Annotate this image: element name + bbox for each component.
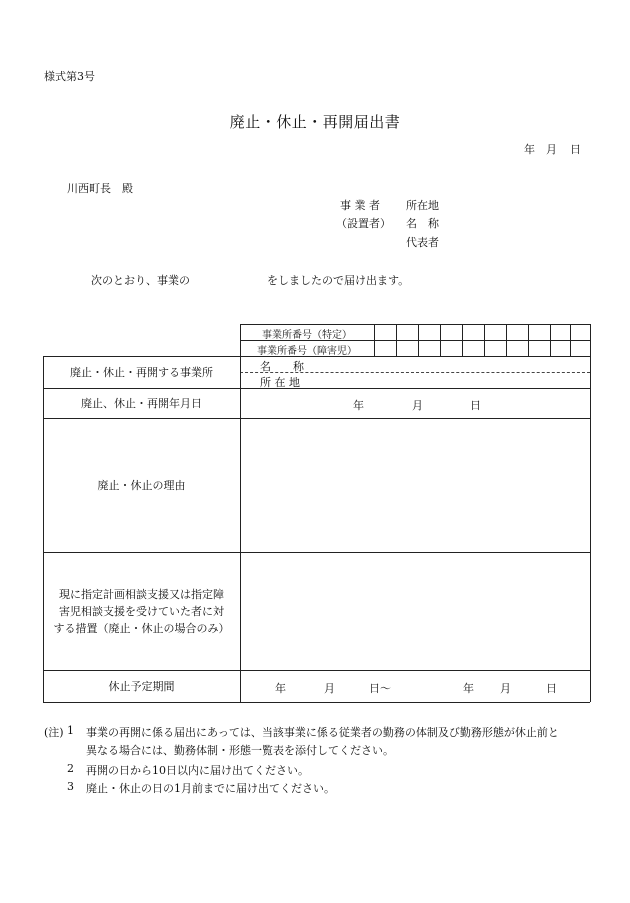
row-office-label: 廃止・休止・再開する事業所: [70, 366, 213, 379]
note-number: 1: [67, 724, 74, 737]
grid-line: [550, 324, 551, 356]
office-number-specified-label: 事業所番号（特定）: [262, 330, 352, 341]
addressee: 川西町長 殿: [67, 182, 133, 195]
note-number: 2: [67, 762, 74, 775]
date-month: 月: [546, 143, 557, 156]
note-number: 3: [67, 780, 74, 793]
grid-line: [506, 324, 507, 356]
grid-line: [570, 324, 571, 356]
applicant-name-label: 名 称: [406, 217, 439, 230]
row-measures-line: 現に指定計画相談支援又は指定障: [59, 587, 224, 601]
grid-line: [590, 324, 591, 356]
row-date-label: 廃止、休止・再開年月日: [81, 397, 202, 410]
row-reason-label: 廃止・休止の理由: [97, 479, 186, 492]
intro-prefix: 次のとおり、事業の: [91, 274, 190, 287]
date-year: 年: [524, 143, 535, 156]
form-label: 様式第3号: [44, 70, 95, 83]
operator-label: 事 業 者: [340, 199, 380, 212]
grid-line: [240, 356, 241, 702]
row-date-day: 日: [470, 399, 481, 412]
row-date-year: 年: [353, 399, 364, 412]
row-measures-cell: [43, 552, 240, 670]
period-day-end: 日: [546, 682, 557, 695]
applicant-representative-label: 代表者: [406, 236, 439, 249]
office-number-disabled-child-label: 事業所番号（障害児）: [257, 346, 357, 357]
office-address-label: 所 在 地: [260, 376, 300, 389]
period-year-start: 年: [275, 682, 286, 695]
operator-paren-label: （設置者）: [336, 217, 391, 230]
row-date-month: 月: [412, 399, 423, 412]
grid-line: [528, 324, 529, 356]
note-line: 異なる場合には、勤務体制・形態一覧表を添付してください。: [86, 744, 394, 757]
period-month-start: 月: [324, 682, 335, 695]
office-name-label: 名 称: [260, 360, 304, 373]
note-line: 事業の再開に係る届出にあっては、当該事業に係る従業者の勤務の体制及び勤務形態が休止前と: [86, 726, 559, 739]
notes-prefix: (注): [44, 726, 64, 739]
row-measures-line: する措置（廃止・休止の場合のみ）: [53, 621, 230, 635]
grid-line: [396, 324, 397, 356]
period-year-end: 年: [463, 682, 474, 695]
date-day: 日: [570, 143, 581, 156]
applicant-address-label: 所在地: [406, 199, 439, 212]
grid-line: [590, 356, 591, 702]
intro-suffix: をしましたので届け出ます。: [267, 274, 410, 287]
grid-line: [418, 324, 419, 356]
grid-line: [43, 702, 590, 703]
page-title: 廃止・休止・再開届出書: [229, 113, 401, 131]
grid-line: [462, 324, 463, 356]
row-period-label: 休止予定期間: [108, 680, 175, 693]
note-line: 廃止・休止の日の1月前までに届け出てください。: [86, 782, 335, 795]
row-measures-label: [54, 586, 230, 637]
grid-line: [484, 324, 485, 356]
row-measures-line: 害児相談支援を受けていた者に対: [59, 604, 224, 618]
note-line: 再開の日から10日以内に届け出てください。: [86, 764, 309, 777]
grid-line: [240, 324, 590, 325]
period-month-end: 月: [500, 682, 511, 695]
grid-line: [440, 324, 441, 356]
period-day-start: 日～: [369, 682, 391, 695]
grid-line: [374, 324, 375, 356]
